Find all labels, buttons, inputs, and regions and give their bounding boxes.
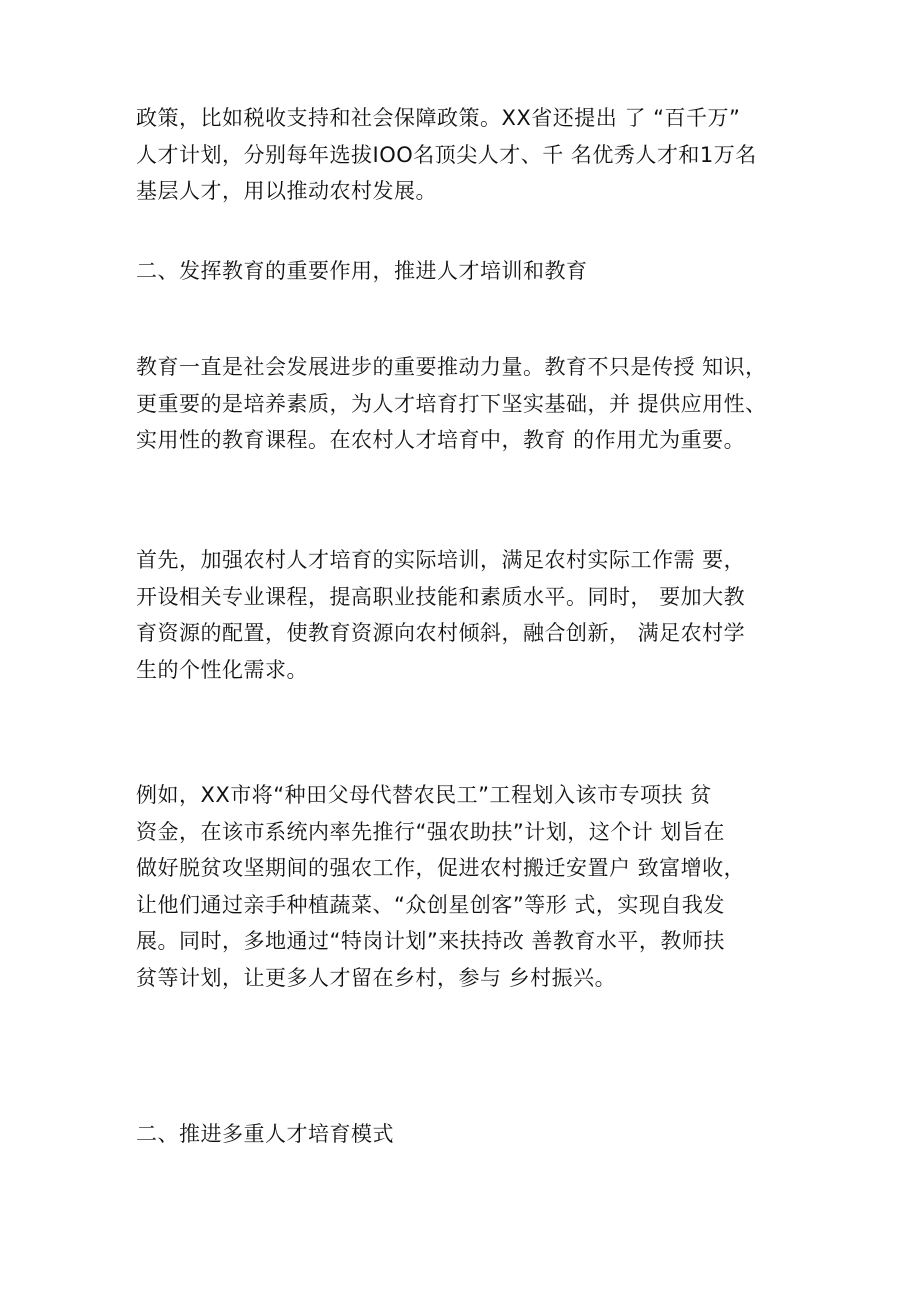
section-heading-training-models: 二、推进多重人才培育模式: [136, 1122, 394, 1146]
text-line: 人才计划，分别每年选拔IOO名顶尖人才、千 名优秀人才和1万名: [136, 142, 757, 167]
text-line: 首先，加强农村人才培育的实际培训，满足农村实际工作需 要，: [136, 548, 746, 572]
text-line: 做好脱贫攻坚期间的强农工作，促进农村搬迁安置户 致富增收，: [136, 856, 746, 880]
text-line: 展。同时，多地通过“特岗计划”来扶持改 善教育水平，教师扶: [136, 929, 725, 953]
text-line: 开设相关专业课程，提高职业技能和素质水平。同时， 要加大教: [136, 584, 746, 609]
text-line: 例如，XX市将“种田父母代替农民工”工程划入该市专项扶 贫: [136, 783, 712, 807]
text-line: 资金，在该市系统内率先推行“强农助扶”计划，这个计 划旨在: [136, 819, 725, 844]
text-line: 让他们通过亲手种植蔬菜、“众创星创客”等形 式，实现自我发: [136, 892, 725, 917]
paragraph-talent-policy: [136, 100, 796, 210]
text-line: 实用性的教育课程。在农村人才培育中，教育 的作用尤为重要。: [136, 428, 746, 452]
text-line: 教育一直是社会发展进步的重要推动力量。教育不只是传授 知识，: [136, 355, 767, 379]
paragraph-education-role: [136, 349, 796, 459]
text-line: 政策，比如税收支持和社会保障政策。XX省还提出 了 “百千万”: [136, 106, 741, 130]
paragraph-example-program: [136, 777, 796, 996]
paragraph-rural-training: [136, 542, 796, 688]
section-heading-education: 二、发挥教育的重要作用，推进人才培训和教育: [136, 259, 588, 283]
text-line: 更重要的是培养素质，为人才培育打下坚实基础，并 提供应用性、: [136, 391, 767, 416]
text-line: 育资源的配置，使教育资源向农村倾斜，融合创新， 满足农村学: [136, 621, 746, 645]
text-line: 贫等计划，让更多人才留在乡村，参与 乡村振兴。: [136, 965, 617, 990]
text-line: 生的个性化需求。: [136, 657, 308, 682]
text-line: 基层人才，用以推动农村发展。: [136, 179, 437, 203]
